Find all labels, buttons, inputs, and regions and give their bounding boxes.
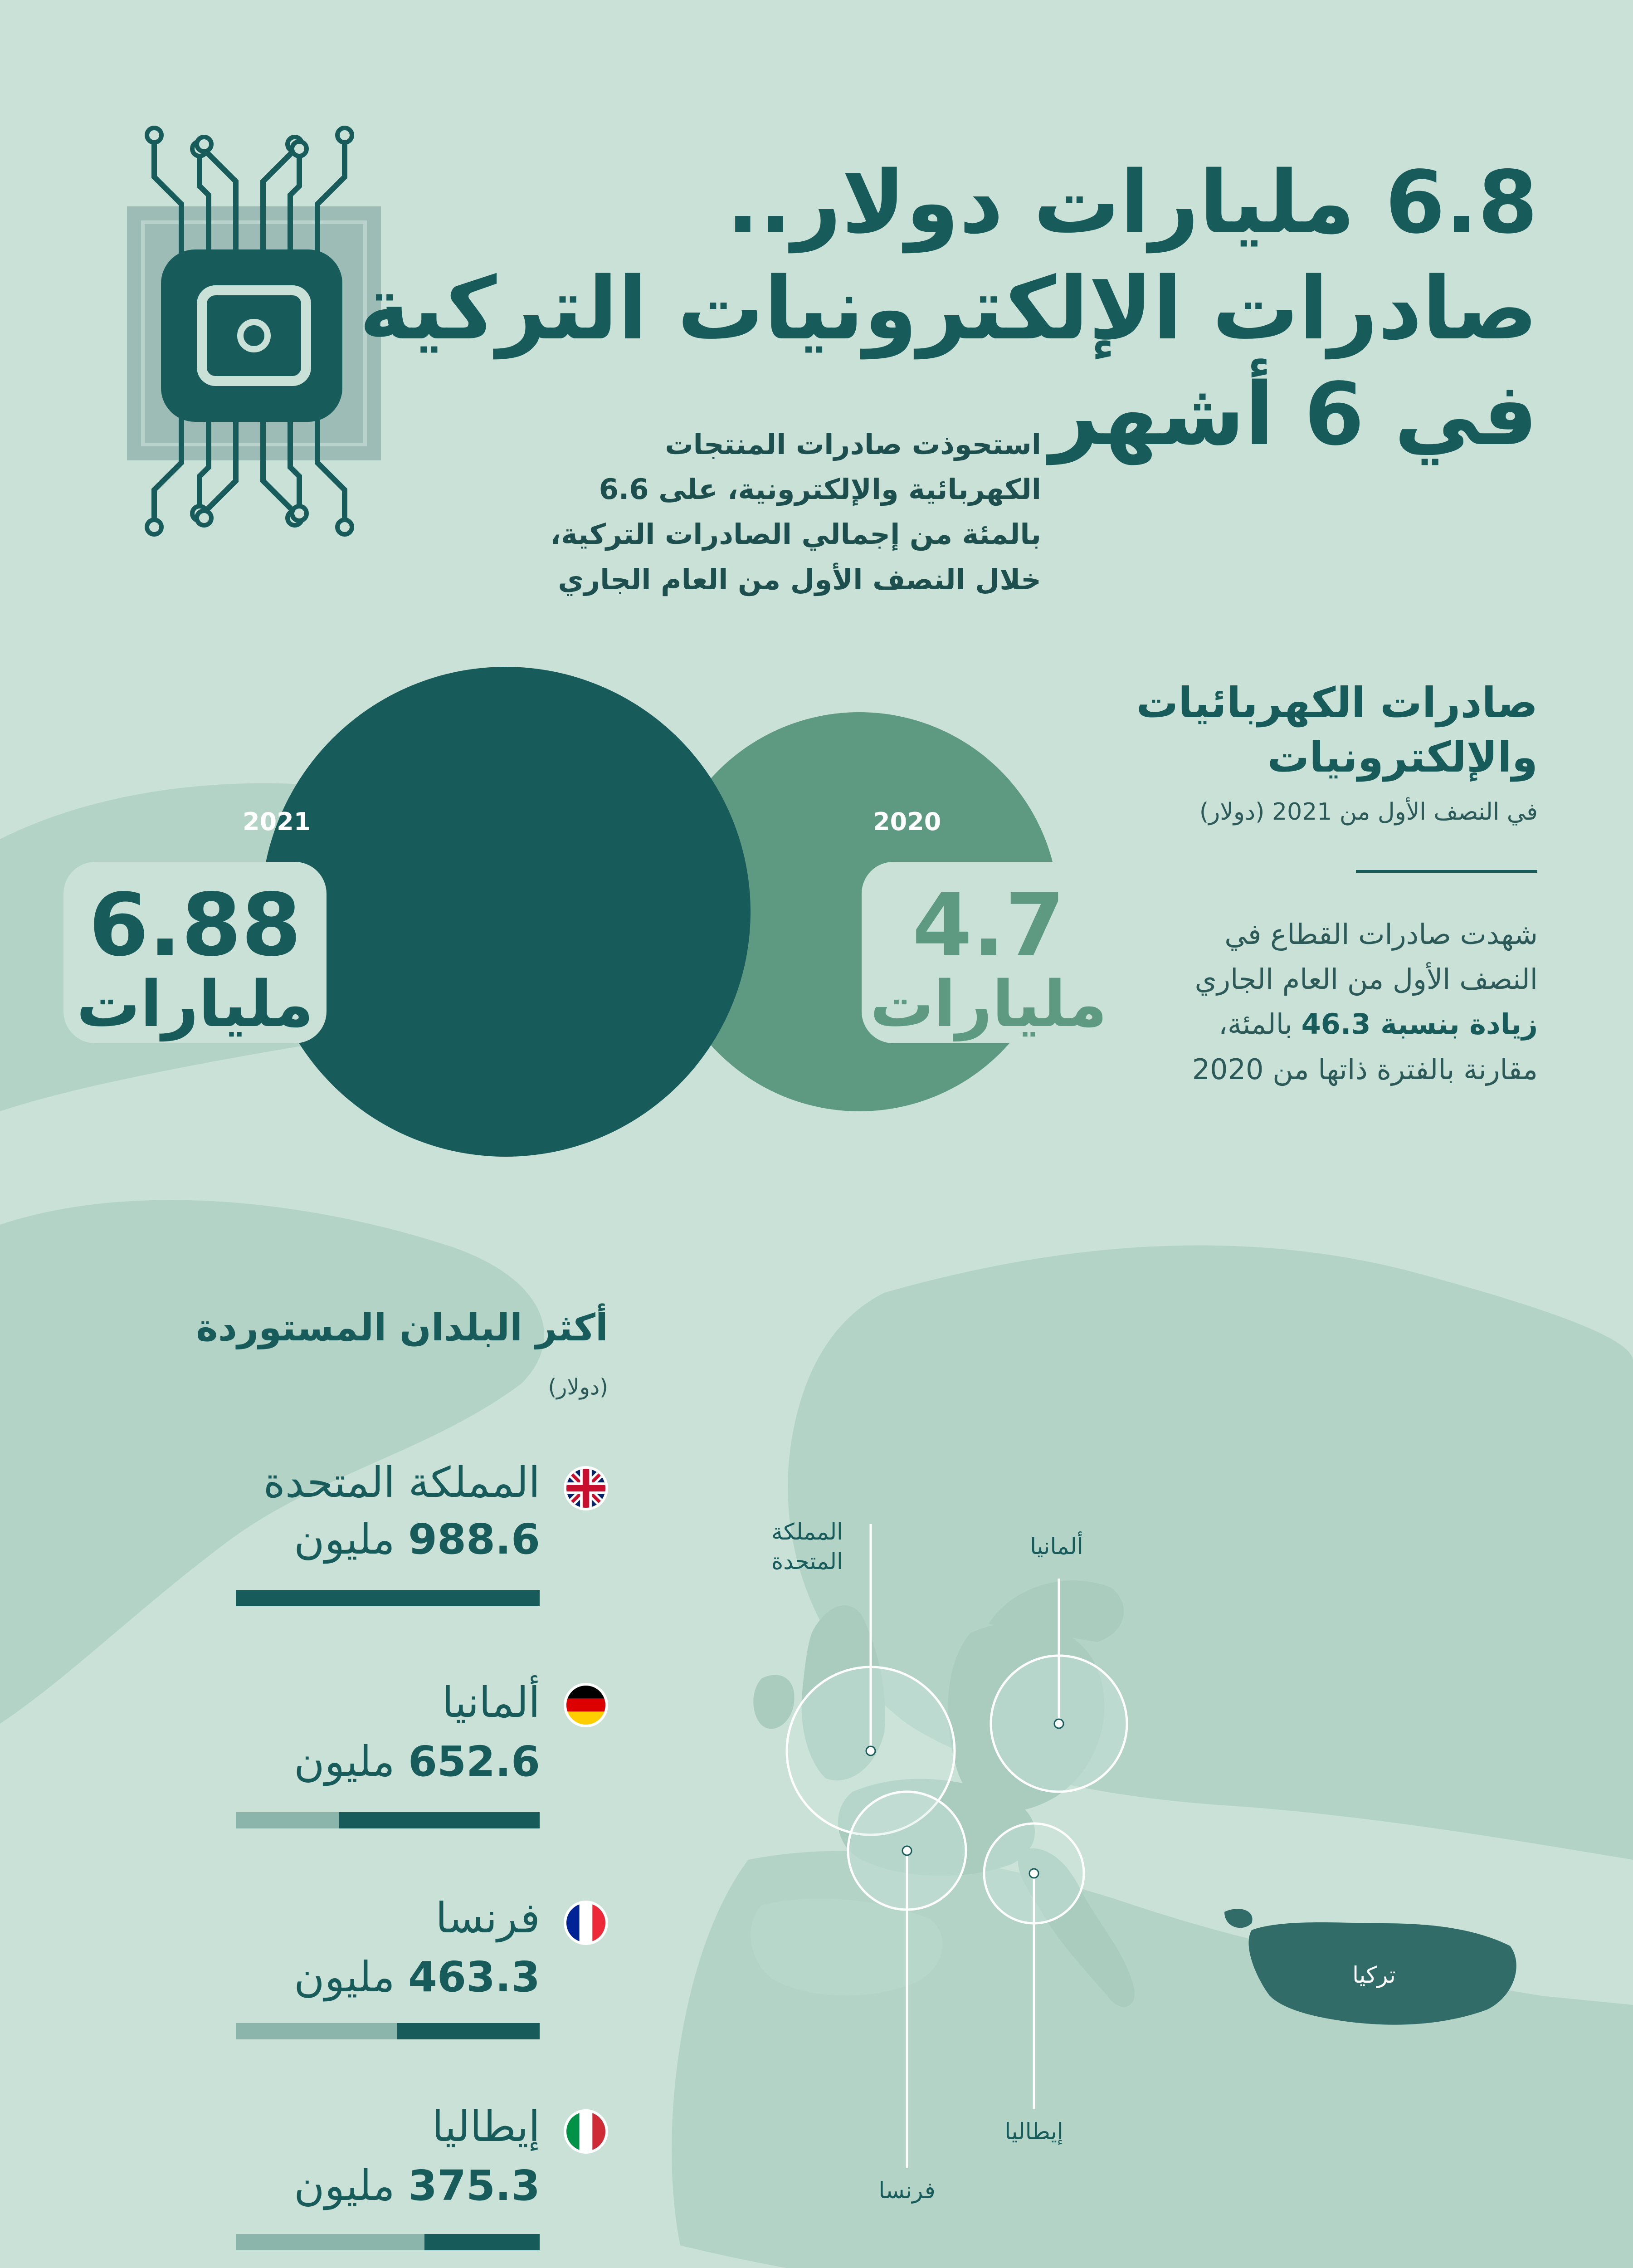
year-2020-label: 2020 (873, 807, 941, 836)
importer-unit-france: مليون (294, 1953, 395, 2001)
value-2020: 4.7 (912, 875, 1065, 975)
unit-2021: مليارات (76, 968, 314, 1041)
growth-text-highlight: زيادة بنسبة 46.3 (1301, 1007, 1538, 1041)
year-2021-label: 2021 (243, 807, 311, 836)
map-label-italy: إيطاليا (1004, 2118, 1063, 2145)
growth-text-part2: بالمئة، مقارنة بالفترة ذاتها من 2020 (1192, 1007, 1538, 1086)
growth-text-part1: شهدت صادرات القطاع في النصف الأول من العام الجاري (1194, 918, 1538, 996)
map-label-uk: المملكة المتحدة (771, 1519, 843, 1574)
unit-2020: مليارات (870, 968, 1107, 1041)
importer-unit-uk: مليون (294, 1515, 395, 1564)
importer-name-germany: ألمانيا (442, 1678, 540, 1727)
importer-amount-italy: 375.3 (408, 2161, 540, 2210)
exports-section-title: صادرات الكهربائيات والإلكترونيات (1136, 679, 1538, 782)
intro-text: استحوذت صادرات المنتجات الكهربائية والإلكترونية، على 6.6 بالمئة من إجمالي الصادرات التركية، خلال النصف الأول من العام الجاري (550, 428, 1041, 596)
title-line-2: صادرات الإلكترونيات التركية (359, 258, 1538, 359)
importers-title: أكثر البلدان المستوردة (196, 1306, 608, 1349)
value-2021: 6.88 (88, 875, 302, 975)
exports-section-subtitle: في النصف الأول من 2021 (دولار) (1199, 798, 1538, 826)
title-line-1: 6.8 مليارات دولار.. (726, 152, 1538, 253)
map-label-turkey: تركيا (1352, 1962, 1396, 1988)
importer-amount-germany: 652.6 (408, 1737, 540, 1786)
importer-name-france: فرنسا (435, 1894, 540, 1942)
importer-name-uk: المملكة المتحدة (263, 1458, 540, 1507)
title-line-3: في 6 أشهر (1049, 364, 1538, 465)
importer-unit-italy: مليون (294, 2161, 395, 2210)
importer-amount-france: 463.3 (408, 1953, 540, 2001)
map-label-germany: ألمانيا (1030, 1533, 1083, 1559)
importer-name-italy: إيطاليا (432, 2102, 540, 2151)
importer-unit-germany: مليون (294, 1737, 395, 1786)
map-label-france: فرنسا (878, 2177, 936, 2204)
importers-subtitle: (دولار) (548, 1374, 608, 1400)
importer-amount-uk: 988.6 (408, 1515, 540, 1564)
